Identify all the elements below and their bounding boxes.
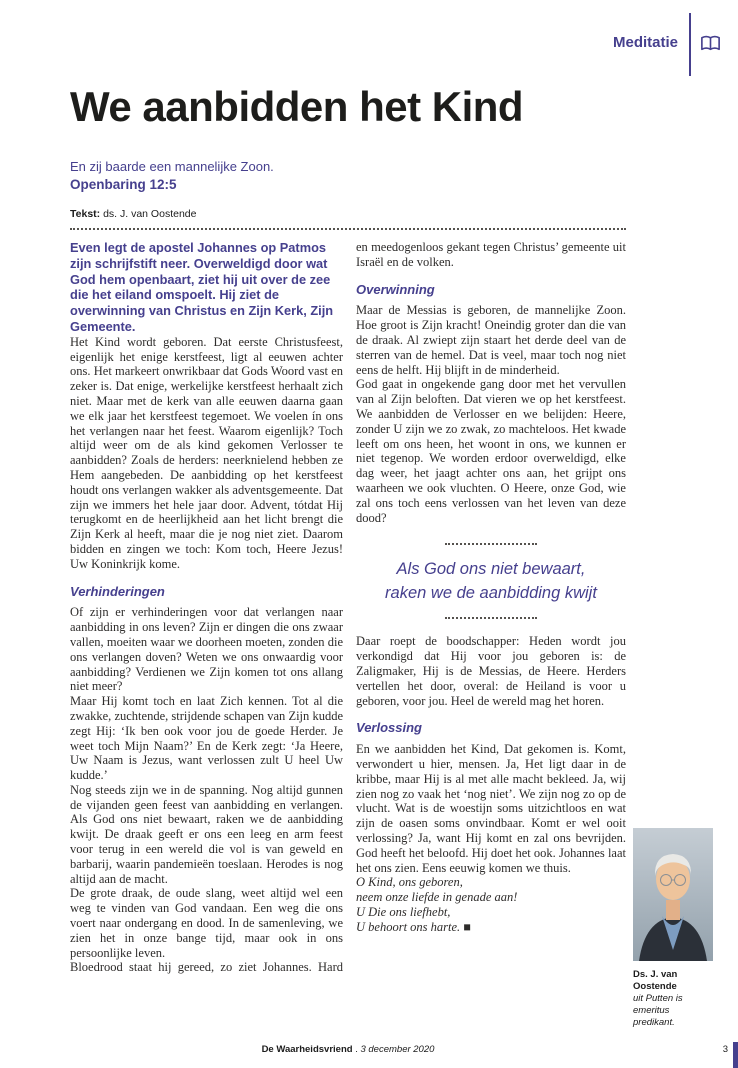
pull-quote-line: raken we de aanbidding kwijt <box>385 584 597 603</box>
footer <box>70 1044 626 1055</box>
pull-quote-line: Als God ons niet bewaart, <box>396 560 586 579</box>
section-label: Meditatie <box>612 34 678 51</box>
dotted-divider <box>445 543 537 545</box>
body-paragraph: Of zijn er verhinderingen voor dat verlangen naar aanbidding in ons leven? Zijn er dingen die ons zwaar vallen, moeiten waar we doorheen moeten, zonden die ons verlangen doven? Weten we ons onwaardig voor aanbidding? Verdienen we Zijn komen tot ons allang niet meer? <box>70 605 343 694</box>
author-name: Ds. J. van Oostende <box>633 969 678 992</box>
author-photo <box>633 828 713 961</box>
body-paragraph: Bloedrood staat hij gereed, zo ziet Johannes. Hard <box>70 960 343 975</box>
page-title: We aanbidden het Kind <box>70 83 524 130</box>
poem-line: neem onze liefde in genade aan! <box>356 890 518 905</box>
body-paragraph: Nog steeds zijn we in de spanning. Nog altijd gunnen de vijanden geen feest van aanbidding en verlangen. Als God ons niet bewaart, raken we de aanbidding kwijt. De draak geeft er ons een leeg en arm feest voor terug in een wereld die vol is van geweld en barbarij, waarin pandemieën toeslaan. Herodes is nog altijd aan de macht. <box>70 782 343 886</box>
byline-author: ds. J. van Oostende <box>103 208 197 220</box>
footer-separator: . <box>355 1044 358 1055</box>
body-paragraph: en meedogenloos gekant tegen Christus’ gemeente uit Israël en de volken. <box>356 240 626 269</box>
body-paragraph: De grote draak, de oude slang, weet altijd wel een weg te vinden van God vandaan. Een weg die ons voert naar ondergang en dood. In de samenleving, we zien het in onze bange tijd, maar ook in ons persoonlijke leven. <box>70 886 343 960</box>
poem-line: U Die ons liefhebt, <box>356 904 451 919</box>
poem-line: U behoort ons harte. ■ <box>356 919 471 934</box>
subheading-verhinderingen: Verhinderingen <box>70 583 165 599</box>
subheading-verlossing: Verlossing <box>356 720 422 736</box>
dotted-divider <box>445 617 537 619</box>
pull-quote-text <box>356 557 626 605</box>
verse-reference: Openbaring 12:5 <box>70 177 177 192</box>
body-paragraph: Daar roept de boodschapper: Heden wordt jou verkondigd dat Hij voor jou geboren is: de Zaligmaker, Hij is de Messias, de Heere. Herders vertellen het door, overal: de Heiland is voor u geboren, voor jou. Heel de wereld mag het horen. <box>356 634 626 708</box>
author-bio: uit Putten is emeritus predikant. <box>633 993 683 1028</box>
magazine-name: De Waarheidsvriend <box>261 1044 353 1055</box>
body-paragraph: God gaat in ongekende gang door met het vervullen van al Zijn beloften. Dat vieren we op het kerstfeest. We aanbidden de Verlosser en we belijden: Heere, zonder U zijn we zo zwak, zo machteloos. Het kwade leeft om ons heen, het woont in ons, we kunnen er niet tegenop. We worden erdoor overweldigd, elke dag weer, het jaagt achter ons aan, het grijpt ons waarheen we ook vluchten. O Heere, onze God, wie zal ons toch eens verlossen van het leven van deze dood? <box>356 377 626 525</box>
byline <box>70 208 626 230</box>
issue-date: 3 december 2020 <box>360 1044 435 1055</box>
corner-accent-bar <box>733 1042 738 1068</box>
open-book-icon <box>699 32 722 55</box>
article-intro: Even legt de apostel Johannes op Patmos zijn schrijfstift neer. Overweldigd door wat God hem openbaart, ziet hij uit over de zee die het eiland omspoelt. Hij ziet de overwinning van Christus en Zijn Kerk, Zijn Gemeente. <box>70 240 334 334</box>
author-box <box>633 828 713 1029</box>
body-paragraph: Maar de Messias is geboren, de mannelijke Zoon. Hoe groot is Zijn kracht! Oneindig groter dan die van de draak. Al zwiept zijn staart het derde deel van de sterren van de hemel. Dat is veel, maar toch nog niet eens de helft. Hij blijft in de minderheid. <box>356 303 626 377</box>
page-number: 3 <box>722 1044 728 1055</box>
body-paragraph: Het Kind wordt geboren. Dat eerste Christusfeest, eigenlijk het enige kerstfeest, ligt al eeuwen achter ons. Het markeert onwrikbaar dat Gods Woord vast en zeker is. Dat enige, werkelijke kerstfeest herhaalt zich niet. Maar met de kerk van alle eeuwen daarna gaan we elk jaar het kerstfeest tegemoet. We voelen ín ons het verlangen naar het feest. Waarom eigenlijk? Toch altijd weer om de als kind gekomen Verlosser te aanbidden? Zoals de herders: neerknielend hebben ze Hem aangebeden. De aanbidding op het kerstfeest houdt ons verlangen wakker als adventsgemeente. Dat zijn we immers het hele jaar door. Advent, tótdat Hij terugkomt en de heerlijkheid aan het licht brengt die Zijn Kerk al heeft, maar die je nog niet ziet. Daarom bidden en zingen we toch: Kom toch, Heere Jezus! Uw Koninkrijk kome. <box>70 334 343 571</box>
header-divider <box>689 13 691 76</box>
body-paragraph: Maar Hij komt toch en laat Zich kennen. Tot al die zwakke, zuchtende, strijdende schapen van Zijn kudde zegt Hij: ‘Ik ben ook voor jou de goede Herder. Je weet toch Mijn Naam?’ En de Kerk zegt: ‘Ja Heere, Uw Naam is Jezus, want verlossen zult U heel Uw kudde.’ <box>70 694 343 783</box>
right-column <box>356 240 626 934</box>
body-paragraph: En we aanbidden het Kind, Dat gekomen is. Komt, verwondert u hier, mensen. Ja, Het ligt daar in de kribbe, maar Hij is al met alle macht bekleed. Ja, wij zien nog zo vaak het ‘nog niet’. We zijn nog zo op de vlucht. Wat is de woestijn soms uitzichtloos en wat zijn de oasen soms onvindbaar. Komt er wel ooit verlossing? Ja, want Hij komt en zal ons bevrijden. God heeft het beloofd. Hij doet het ook. Johannes laat het ons zien. Eens eeuwig komen we thuis. <box>356 742 626 875</box>
verse-quote: En zij baarde een mannelijke Zoon. <box>70 159 274 174</box>
pull-quote <box>356 543 626 619</box>
subheading-overwinning: Overwinning <box>356 281 435 297</box>
byline-label: Tekst: <box>70 208 101 220</box>
poem-line: O Kind, ons geboren, <box>356 875 463 890</box>
left-column <box>70 240 343 975</box>
